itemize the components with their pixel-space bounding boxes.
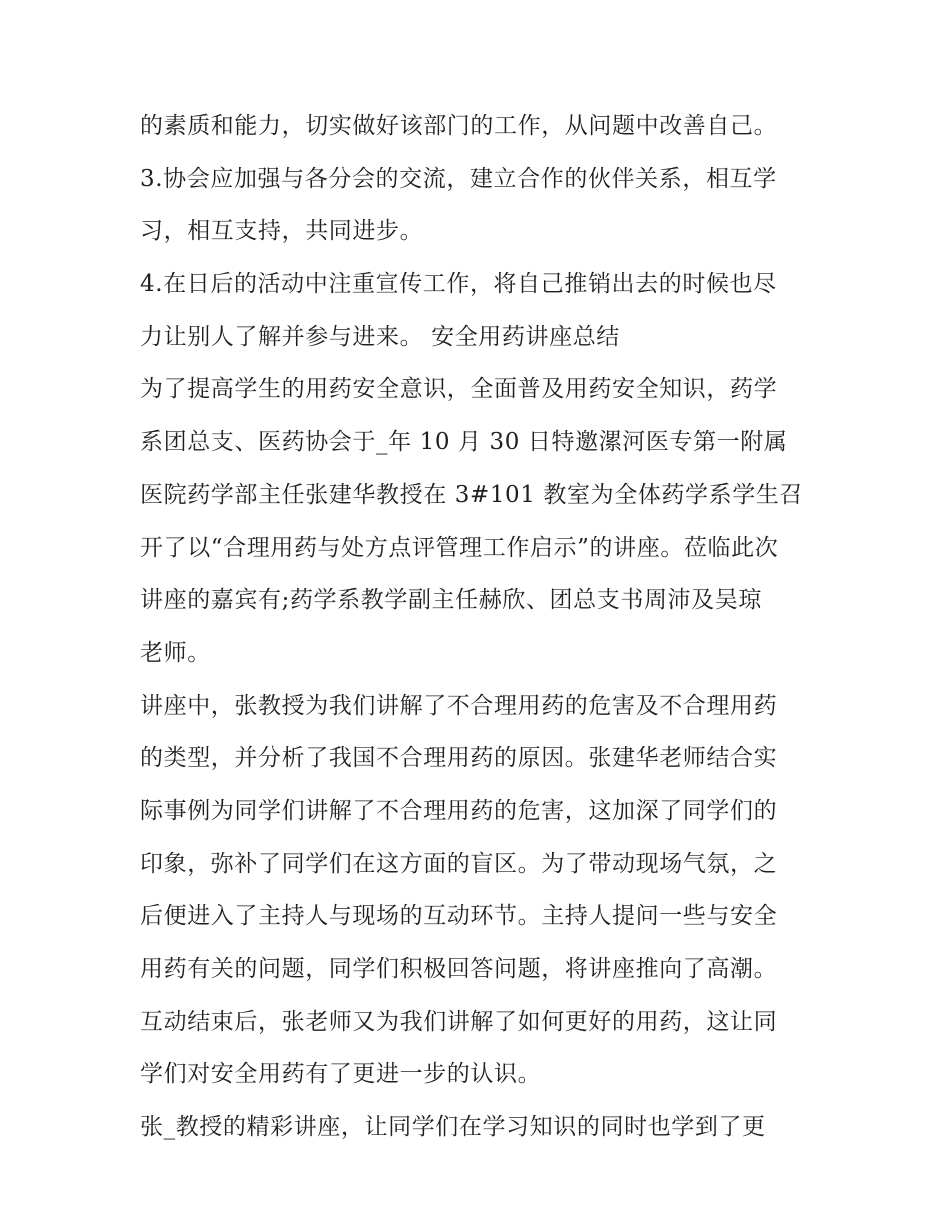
text-line: 印象，弥补了同学们在这方面的盲区。为了带动现场气氛，之 xyxy=(140,850,778,877)
text-line: 习，相互支持，共同进步。 xyxy=(140,218,424,245)
text-line: 为了提高学生的用药安全意识，全面普及用药安全知识，药学 xyxy=(140,376,778,403)
text-line: 开了以“合理用药与处方点评管理工作启示”的讲座。莅临此次 xyxy=(140,534,779,561)
text-line: 的类型，并分析了我国不合理用药的原因。张建华老师结合实 xyxy=(140,745,778,772)
text-line: 互动结束后，张老师又为我们讲解了如何更好的用药，这让同 xyxy=(140,1008,778,1035)
text-line: 的素质和能力，切实做好该部门的工作，从问题中改善自己。 xyxy=(140,113,778,139)
text-line: 3.协会应加强与各分会的交流，建立合作的伙伴关系，相互学 xyxy=(140,165,777,192)
text-line: 讲座的嘉宾有;药学系教学副主任赫欣、团总支书周沛及吴琼 xyxy=(140,587,762,614)
text-line: 4.在日后的活动中注重宣传工作，将自己推销出去的时候也尽 xyxy=(140,271,777,298)
document-body xyxy=(140,100,820,1154)
text-line: 学们对安全用药有了更进一步的认识。 xyxy=(140,1061,542,1088)
text-line: 后便进入了主持人与现场的互动环节。主持人提问一些与安全 xyxy=(140,903,778,930)
text-line: 老师。 xyxy=(140,639,211,666)
text-line: 张_教授的精彩讲座，让同学们在学习知识的同时也学到了更 xyxy=(140,1114,766,1141)
text-line: 系团总支、医药协会于_年 10 月 30 日特邀漯河医专第一附属 xyxy=(140,429,788,456)
text-line: 用药有关的问题，同学们积极回答问题，将讲座推向了高潮。 xyxy=(140,956,778,982)
text-line: 讲座中，张教授为我们讲解了不合理用药的危害及不合理用药 xyxy=(140,692,778,719)
text-line: 医院药学部主任张建华教授在 3#101 教室为全体药学系学生召 xyxy=(140,481,804,508)
text-line: 力让别人了解并参与进来。 安全用药讲座总结 xyxy=(140,323,620,350)
text-line: 际事例为同学们讲解了不合理用药的危害，这加深了同学们的 xyxy=(140,797,778,824)
